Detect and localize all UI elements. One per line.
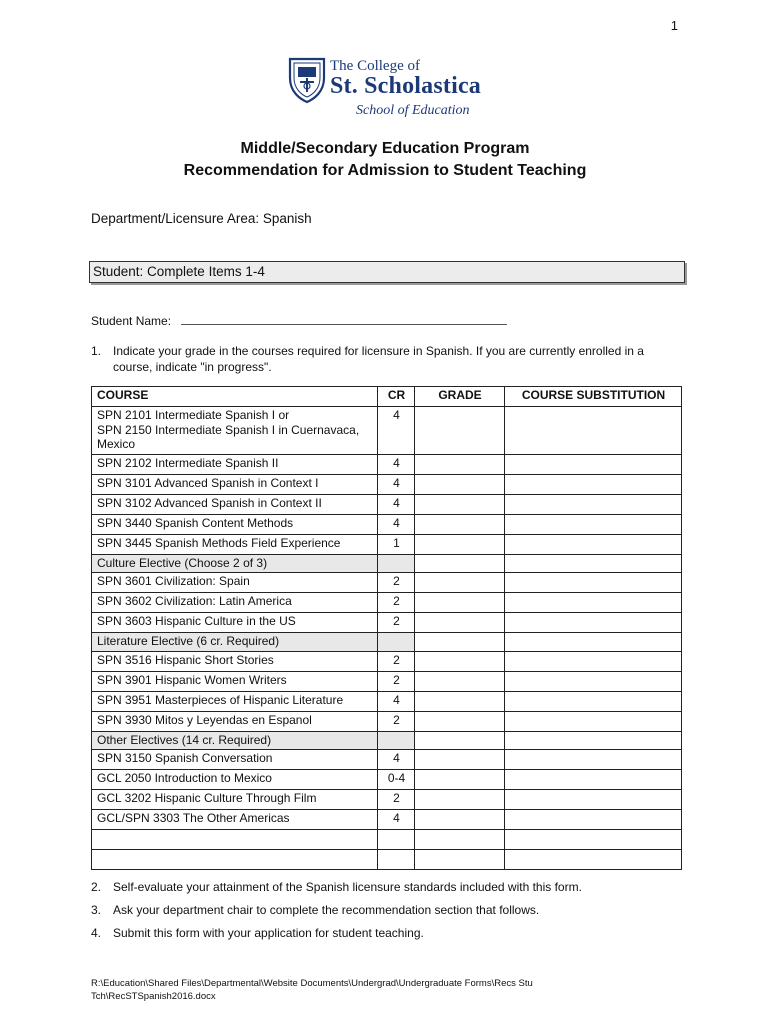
course-cell: SPN 3951 Masterpieces of Hispanic Literature (92, 691, 378, 711)
item-text: Ask your department chair to complete the recommendation section that follows. (113, 903, 540, 917)
header-grade: GRADE (415, 387, 505, 407)
grade-cell[interactable] (415, 633, 505, 652)
table-row (92, 770, 682, 790)
credit-cell: 2 (378, 711, 415, 731)
table-row (92, 514, 682, 534)
credit-cell: 4 (378, 494, 415, 514)
substitution-cell[interactable] (505, 514, 682, 534)
course-cell: SPN 3516 Hispanic Short Stories (92, 651, 378, 671)
substitution-cell[interactable] (505, 671, 682, 691)
table-row (92, 651, 682, 671)
college-logo (288, 56, 488, 122)
table-row (92, 830, 682, 850)
grade-cell[interactable] (415, 731, 505, 750)
course-cell: SPN 3150 Spanish Conversation (92, 750, 378, 770)
table-row (92, 534, 682, 554)
table-header-row (92, 387, 682, 407)
grade-cell[interactable] (415, 534, 505, 554)
substitution-cell[interactable] (505, 593, 682, 613)
course-cell (92, 850, 378, 870)
student-name-label: Student Name: (91, 314, 172, 328)
course-cell: SPN 3102 Advanced Spanish in Context II (92, 494, 378, 514)
credit-cell: 2 (378, 613, 415, 633)
substitution-cell[interactable] (505, 731, 682, 750)
grade-cell[interactable] (415, 514, 505, 534)
credit-cell (378, 731, 415, 750)
section-label: Literature Elective (6 cr. Required) (92, 633, 378, 652)
credit-cell: 4 (378, 750, 415, 770)
course-table-body (92, 407, 682, 870)
grade-cell[interactable] (415, 830, 505, 850)
table-row (92, 593, 682, 613)
grade-cell[interactable] (415, 770, 505, 790)
logo-line-1: The College of (330, 58, 420, 74)
substitution-cell[interactable] (505, 494, 682, 514)
grade-cell[interactable] (415, 850, 505, 870)
item-text: Self-evaluate your attainment of the Spanish licensure standards included with this form. (113, 880, 582, 894)
table-row (92, 474, 682, 494)
credit-cell (378, 554, 415, 573)
table-section-row (92, 554, 682, 573)
logo-line-3: School of Education (356, 103, 470, 118)
course-cell: SPN 3930 Mitos y Leyendas en Espanol (92, 711, 378, 731)
course-table (91, 386, 682, 870)
credit-cell: 2 (378, 573, 415, 593)
credit-cell: 2 (378, 593, 415, 613)
shield-icon (288, 56, 326, 104)
student-name-line[interactable] (181, 314, 507, 325)
substitution-cell[interactable] (505, 613, 682, 633)
grade-cell[interactable] (415, 454, 505, 474)
table-row (92, 671, 682, 691)
credit-cell: 2 (378, 671, 415, 691)
course-cell: SPN 3603 Hispanic Culture in the US (92, 613, 378, 633)
table-row (92, 407, 682, 455)
table-row (92, 573, 682, 593)
table-row (92, 711, 682, 731)
credit-cell: 4 (378, 474, 415, 494)
substitution-cell[interactable] (505, 534, 682, 554)
course-cell: SPN 3901 Hispanic Women Writers (92, 671, 378, 691)
table-section-row (92, 731, 682, 750)
header-course-substitution: COURSE SUBSTITUTION (505, 387, 682, 407)
substitution-cell[interactable] (505, 770, 682, 790)
grade-cell[interactable] (415, 651, 505, 671)
grade-cell[interactable] (415, 810, 505, 830)
grade-cell[interactable] (415, 474, 505, 494)
table-row (92, 454, 682, 474)
course-cell: GCL 3202 Hispanic Culture Through Film (92, 790, 378, 810)
table-row (92, 691, 682, 711)
course-cell: GCL 2050 Introduction to Mexico (92, 770, 378, 790)
substitution-cell[interactable] (505, 573, 682, 593)
course-cell: SPN 2101 Intermediate Spanish I or SPN 2150 Intermediate Spanish I in Cuernavaca, Mexico (92, 407, 378, 455)
item-number: 1. (91, 344, 102, 358)
substitution-cell[interactable] (505, 554, 682, 573)
item-text: Submit this form with your application for student teaching. (113, 926, 424, 940)
substitution-cell[interactable] (505, 790, 682, 810)
course-cell: SPN 3101 Advanced Spanish in Context I (92, 474, 378, 494)
credit-cell (378, 830, 415, 850)
header-cr: CR (378, 387, 415, 407)
section-label: Culture Elective (Choose 2 of 3) (92, 554, 378, 573)
substitution-cell[interactable] (505, 711, 682, 731)
credit-cell: 4 (378, 514, 415, 534)
substitution-cell[interactable] (505, 830, 682, 850)
grade-cell[interactable] (415, 750, 505, 770)
course-cell: SPN 3602 Civilization: Latin America (92, 593, 378, 613)
table-row (92, 750, 682, 770)
grade-cell[interactable] (415, 573, 505, 593)
credit-cell: 1 (378, 534, 415, 554)
substitution-cell[interactable] (505, 633, 682, 652)
course-cell (92, 830, 378, 850)
grade-cell[interactable] (415, 790, 505, 810)
substitution-cell[interactable] (505, 407, 682, 455)
item-text: Indicate your grade in the courses required for licensure in Spanish. If you are currently enrolled in a course, indicate "in progress". (113, 344, 644, 374)
grade-cell[interactable] (415, 554, 505, 573)
table-row (92, 494, 682, 514)
credit-cell: 4 (378, 691, 415, 711)
grade-cell[interactable] (415, 494, 505, 514)
table-row (92, 613, 682, 633)
course-cell: GCL/SPN 3303 The Other Americas (92, 810, 378, 830)
grade-cell[interactable] (415, 691, 505, 711)
credit-cell: 4 (378, 407, 415, 455)
title-line-2: Recommendation for Admission to Student Teaching (183, 162, 587, 179)
credit-cell (378, 850, 415, 870)
grade-cell[interactable] (415, 711, 505, 731)
table-row (92, 790, 682, 810)
item-number: 4. (91, 926, 102, 940)
section-label: Other Electives (14 cr. Required) (92, 731, 378, 750)
substitution-cell[interactable] (505, 810, 682, 830)
table-section-row (92, 633, 682, 652)
grade-cell[interactable] (415, 407, 505, 455)
item-number: 2. (91, 880, 102, 894)
title-line-1: Middle/Secondary Education Program (240, 140, 530, 157)
grade-cell[interactable] (415, 613, 505, 633)
substitution-cell[interactable] (505, 474, 682, 494)
credit-cell: 0-4 (378, 770, 415, 790)
item-number: 3. (91, 903, 102, 917)
table-row (92, 850, 682, 870)
page-number: 1 (670, 18, 678, 33)
course-cell: SPN 2102 Intermediate Spanish II (92, 454, 378, 474)
substitution-cell[interactable] (505, 691, 682, 711)
course-cell: SPN 3440 Spanish Content Methods (92, 514, 378, 534)
logo-line-2: St. Scholastica (330, 73, 482, 99)
credit-cell: 2 (378, 651, 415, 671)
department-licensure-area: Department/Licensure Area: Spanish (91, 211, 312, 226)
course-cell: SPN 3445 Spanish Methods Field Experience (92, 534, 378, 554)
student-name-field[interactable] (91, 314, 507, 328)
credit-cell: 4 (378, 454, 415, 474)
student-section-header: Student: Complete Items 1-4 (89, 261, 685, 283)
credit-cell (378, 633, 415, 652)
substitution-cell[interactable] (505, 454, 682, 474)
file-path-footer: R:\Education\Shared Files\Departmental\Website Documents\Undergrad\Undergraduate Forms\Recs Stu Tch\RecSTSpanish2016.docx (91, 978, 533, 1002)
course-cell: SPN 3601 Civilization: Spain (92, 573, 378, 593)
substitution-cell[interactable] (505, 651, 682, 671)
table-row (92, 810, 682, 830)
credit-cell: 4 (378, 810, 415, 830)
grade-cell[interactable] (415, 593, 505, 613)
substitution-cell[interactable] (505, 750, 682, 770)
grade-cell[interactable] (415, 671, 505, 691)
credit-cell: 2 (378, 790, 415, 810)
header-course: COURSE (92, 387, 378, 407)
substitution-cell[interactable] (505, 850, 682, 870)
